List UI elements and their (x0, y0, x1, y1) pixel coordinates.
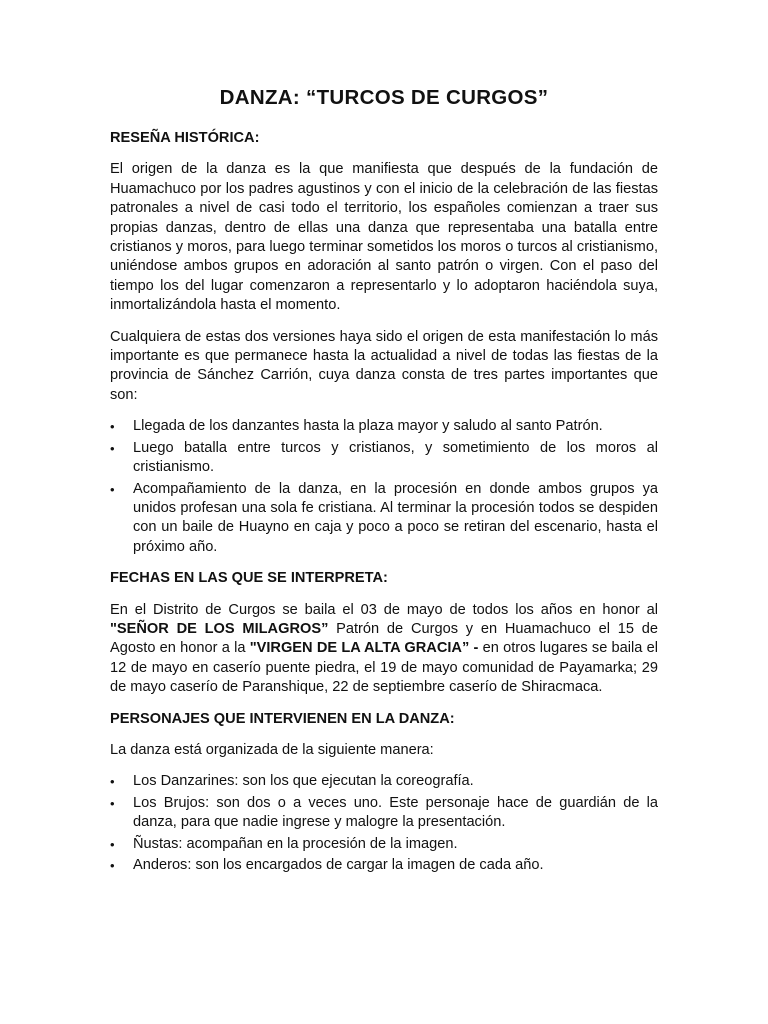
bullet-icon: • (110, 481, 115, 497)
paragraph-versiones: Cualquiera de estas dos versiones haya sido el origen de esta manifestación lo más importante es que permanece hasta la actualidad a nivel de todas las fiestas de la provincia de Sánchez Carrión, cuya danza consta de tres partes importantes que son: (110, 328, 658, 403)
list-item-text: Anderos: son los encargados de cargar la imagen de cada año. (133, 857, 544, 873)
bullet-list-personajes (110, 772, 658, 875)
list-item (110, 835, 658, 854)
list-item-text: Los Brujos: son dos o a veces uno. Este personaje hace de guardián de la danza, para que nadie ingrese y malogre la presentación. (133, 794, 658, 831)
paragraph-text: en otros lugares se baila el 12 de mayo en caserío puente piedra, el 19 de mayo comunidad de Payamarka; 29 de mayo caserío de Paranshique, 22 de septiembre caserío de Shiracmaca. (110, 640, 658, 696)
list-item-text: Acompañamiento de la danza, en la procesión en donde ambos grupos ya unidos profesan una sola fe cristiana. Al terminar la procesión todos se despiden con un baile de Huayno en caja y poco a poco se retiran del escenario, hasta el próximo año. (133, 480, 658, 555)
bullet-icon: • (110, 774, 115, 790)
bullet-icon: • (110, 836, 115, 852)
list-item-text: Ñustas: acompañan en la procesión de la imagen. (133, 835, 458, 852)
section-heading-fechas: FECHAS EN LAS QUE SE INTERPRETA: (110, 570, 388, 587)
list-item-text: Llegada de los danzantes hasta la plaza mayor y saludo al santo Patrón. (133, 418, 603, 435)
section-heading-resena: RESEÑA HISTÓRICA: (110, 130, 260, 146)
list-item (110, 772, 658, 791)
bold-text-virgen: "VIRGEN DE LA ALTA GRACIA” - (249, 640, 479, 657)
list-item-text: Los Danzarines: son los que ejecutan la coreografía. (133, 773, 474, 790)
bullet-icon: • (110, 419, 115, 435)
bold-text-senor: "SEÑOR DE LOS MILAGROS” (110, 620, 329, 637)
bullet-icon: • (110, 440, 115, 456)
list-item (110, 480, 658, 558)
paragraph-text: Patrón de Curgos y en Huamachuco el 15 de Agosto en honor a la (110, 620, 658, 657)
document-title: DANZA: “TURCOS DE CURGOS” (219, 86, 549, 109)
paragraph-intro: La danza está organizada de la siguiente manera: (110, 741, 434, 758)
paragraph-text: En el Distrito de Curgos se baila el 03 de mayo de todos los años en honor al (110, 601, 658, 618)
section-heading-personajes: PERSONAJES QUE INTERVIENEN EN LA DANZA: (110, 710, 455, 727)
bullet-icon: • (110, 795, 115, 811)
paragraph-origen: El origen de la danza es la que manifiesta que después de la fundación de Huamachuco por los padres agustinos y con el inicio de la celebración de las fiestas patronales a nivel de casi todo el territorio, los españoles comienzan a traer sus propias danzas, dentro de ellas una danza que representaba una batalla entre cristianos y moros, para luego terminar sometidos los moros o turcos al cristianismo, uniéndose ambos grupos en adoración al santo patrón o virgen. Con el paso del tiempo los del lugar comenzaron a representarlo y lo adoptaron haciéndola suya, inmortalizándola hasta el momento. (110, 161, 658, 314)
list-item (110, 417, 658, 436)
list-item (110, 439, 658, 478)
bullet-icon: • (110, 858, 115, 873)
bullet-list-partes (110, 417, 658, 557)
list-item (110, 856, 658, 875)
list-item (110, 794, 658, 833)
list-item-text: Luego batalla entre turcos y cristianos, y sometimiento de los moros al cristianismo. (133, 439, 658, 476)
paragraph-fechas (110, 601, 658, 698)
